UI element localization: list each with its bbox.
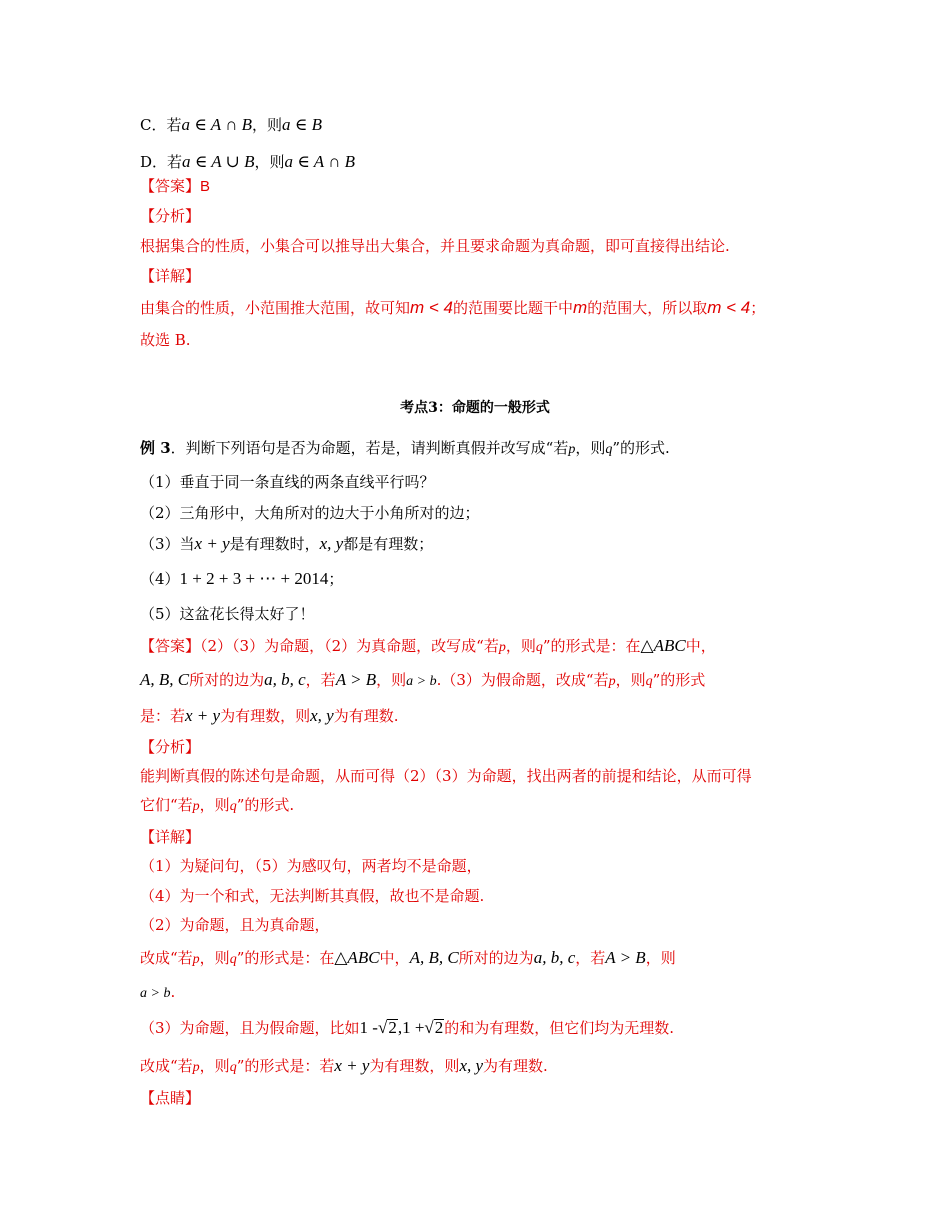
math-expression: x + y <box>194 534 230 553</box>
detail-1-tag: 【详解】 <box>140 267 201 285</box>
answer-1: 【答案】B <box>140 177 211 195</box>
item-5: （5）这盆花长得太好了！ <box>140 605 315 623</box>
math-expression: x, y <box>319 534 344 553</box>
math-expression: 1 + 2 + 3 + ⋯ + 2014 <box>179 569 329 588</box>
answer-2-line-2: A, B, C所对的边为a, b, c，若A > B，则a > b.（3）为假命题，改成“若p，则q”的形式 <box>140 670 706 689</box>
example-3-question: 例 3．判断下列语句是否为命题，若是，请判断真假并改写成“若p，则q”的形式. <box>140 439 670 457</box>
math-expression: a, b, c <box>533 948 576 967</box>
analysis-2-line-1: 能判断真假的陈述句是命题，从而可得（2）（3）为命题，找出两者的前提和结论，从而可得 <box>140 767 752 785</box>
detail-2-line-2: （4）为一个和式，无法判断其真假，故也不是命题. <box>140 887 485 905</box>
math-expression: △ABC <box>640 636 686 655</box>
detail-2-line-1: （1）为疑问句，（5）为感叹句，两者均不是命题， <box>140 857 482 875</box>
math-expression: x, y <box>459 1056 484 1075</box>
sqrt-symbol: √ <box>377 1018 388 1037</box>
analysis-2-line-2: 它们“若p，则q”的形式. <box>140 796 295 814</box>
math-expression: a ∈ B <box>282 115 322 134</box>
math-expression: x, y <box>310 706 334 725</box>
math-expression: A > B <box>335 670 377 689</box>
option-c: C．若a ∈ A ∩ B，则a ∈ B <box>140 115 322 134</box>
math-expression: a > b <box>140 986 171 1001</box>
detail-1-text: 由集合的性质，小范围推大范围，故可知m < 4的范围要比题干中m的范围大，所以取m < 4； <box>140 298 766 317</box>
item-1: （1）垂直于同一条直线的两条直线平行吗？ <box>140 473 435 491</box>
analysis-2-tag: 【分析】 <box>140 738 201 756</box>
math-expression: x + y <box>334 1056 370 1075</box>
math-expression: a ∈ A ∩ B <box>181 115 252 134</box>
detail-2-line-6: （3）为命题，且为假命题，比如1 -√2,1 +√2的和为有理数，但它们均为无理数. <box>140 1018 675 1037</box>
math-expression: A, B, C <box>409 948 459 967</box>
item-4: （4）1 + 2 + 3 + ⋯ + 2014； <box>140 569 344 588</box>
math-expression: A > B <box>605 948 646 967</box>
math-expression: △ABC <box>334 948 380 967</box>
math-expression: a ∈ A ∪ B <box>182 152 255 171</box>
math-expression: a > b <box>406 674 437 689</box>
section-title: 考点3：命题的一般形式 <box>400 400 550 416</box>
analysis-1-text: 根据集合的性质，小集合可以推导出大集合，并且要求命题为真命题，即可直接得出结论. <box>140 237 730 255</box>
math-expression: m <box>573 298 588 317</box>
math-expression: m < 4 <box>410 298 454 317</box>
detail-2-line-4: 改成“若p，则q”的形式是：在△ABC中，A, B, C所对的边为a, b, c，若A > B，则 <box>140 948 676 967</box>
math-expression: 2 <box>388 1018 397 1037</box>
analysis-1-tag: 【分析】 <box>140 207 201 225</box>
math-expression: a, b, c <box>264 670 306 689</box>
dianjing-tag: 【点睛】 <box>140 1089 201 1107</box>
detail-1-conclusion: 故选 B. <box>140 331 191 349</box>
math-expression: A, B, C <box>140 670 190 689</box>
math-expression: 2 <box>434 1018 444 1037</box>
math-expression: 1 - <box>359 1018 378 1037</box>
math-expression: ,1 + <box>397 1018 425 1037</box>
item-2: （2）三角形中，大角所对的边大于小角所对的边； <box>140 504 480 522</box>
detail-2-line-7: 改成“若p，则q”的形式是：若x + y为有理数，则x, y为有理数. <box>140 1056 548 1075</box>
item-3: （3）当x + y是有理数时，x, y都是有理数； <box>140 534 434 553</box>
answer-2-line-3: 是：若x + y为有理数，则x, y为有理数. <box>140 706 399 725</box>
detail-2-line-3: （2）为命题，且为真命题， <box>140 916 330 934</box>
detail-2-tag: 【详解】 <box>140 828 201 846</box>
math-expression: x + y <box>185 706 221 725</box>
math-expression: a ∈ A ∩ B <box>284 152 356 171</box>
detail-2-line-5: a > b. <box>140 983 176 1001</box>
option-d: D．若a ∈ A ∪ B，则a ∈ A ∩ B <box>140 152 356 171</box>
answer-2-line-1: 【答案】（2）（3）为命题，（2）为真命题，改写成“若p，则q”的形式是：在△ABC中， <box>140 636 716 655</box>
sqrt-symbol: √ <box>424 1018 434 1037</box>
math-expression: m < 4 <box>707 298 751 317</box>
